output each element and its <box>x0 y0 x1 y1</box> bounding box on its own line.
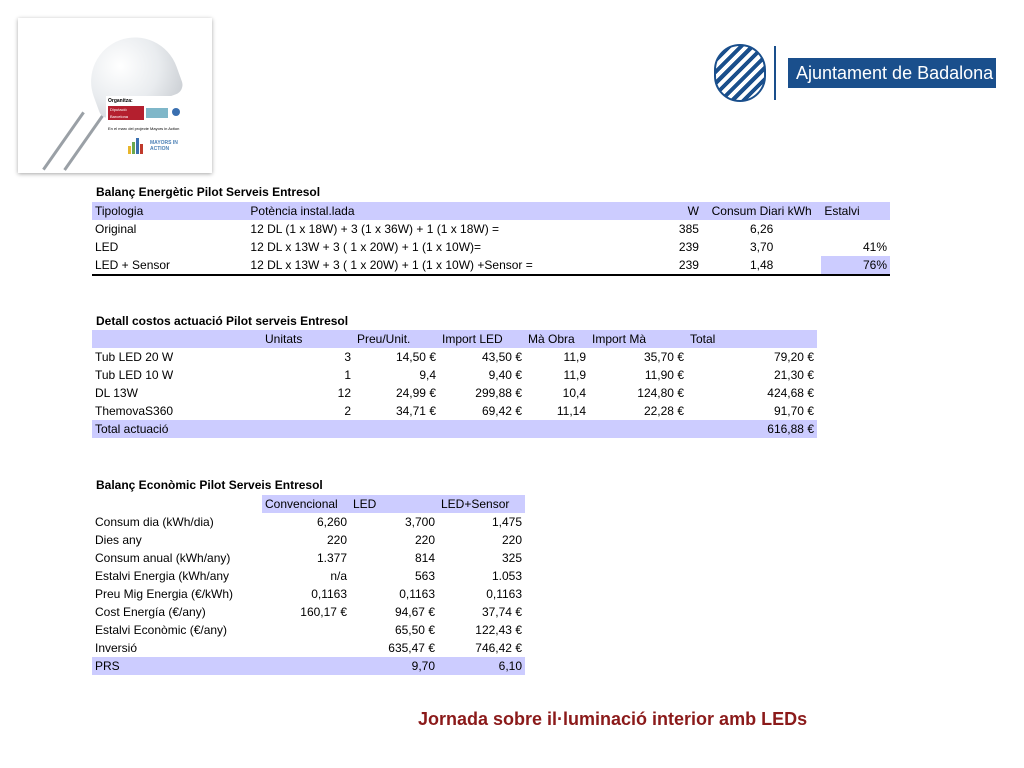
table-cell: 79,20 € <box>773 350 814 364</box>
table-cell: Estalvi Econòmic (€/any) <box>95 623 228 637</box>
table-cell: n/a <box>330 569 347 583</box>
table-row <box>92 639 525 657</box>
header-cell: Import LED <box>439 330 525 348</box>
economic-balance-title: Balanç Econòmic Pilot Serveis Entresol <box>96 478 323 492</box>
table-cell: 0,1163 <box>311 587 347 601</box>
table-row <box>92 513 525 531</box>
table-cell: 3 <box>344 350 351 364</box>
table-cell: 160,17 € <box>300 605 347 619</box>
table-cell: 0,1163 <box>399 587 435 601</box>
header-cell: Consum Diari kWh <box>702 202 821 220</box>
table-cell: 11,9 <box>563 350 586 364</box>
city-seal-icon <box>714 44 766 102</box>
organizer-panel <box>106 96 212 173</box>
led-lead <box>42 111 85 170</box>
header-cell: W <box>579 202 702 220</box>
header-cell: Estalvi <box>821 202 890 220</box>
savings-highlight-cell: 76% <box>821 256 890 275</box>
table-cell: Dies any <box>95 533 142 547</box>
table-row <box>92 384 817 402</box>
table-cell: 635,47 € <box>388 641 435 655</box>
table-cell: 3,700 <box>404 515 435 529</box>
table-cell: 0,1163 <box>486 587 522 601</box>
table-header-row <box>92 202 890 220</box>
energy-balance-title: Balanç Energètic Pilot Serveis Entresol <box>96 185 321 199</box>
table-cell: Estalvi Energia (kWh/any <box>95 569 230 583</box>
table-cell: 91,70 € <box>773 404 814 418</box>
table-cell: LED + Sensor <box>92 256 247 275</box>
table-cell: Original <box>95 222 137 236</box>
logo-divider <box>774 46 776 100</box>
table-cell: 1.377 <box>316 551 347 565</box>
table-cell: 11,14 <box>556 404 586 418</box>
economic-balance-table <box>92 495 525 675</box>
table-row <box>92 238 890 256</box>
footer-title: Jornada sobre il·luminació interior amb LEDs <box>418 709 808 729</box>
table-cell: 65,50 € <box>394 623 435 637</box>
table-cell: Cost Energía (€/any) <box>95 605 206 619</box>
header-cell <box>92 495 262 513</box>
table-cell: 35,70 € <box>643 350 684 364</box>
table-cell: Consum anual (kWh/any) <box>95 551 231 565</box>
table-cell: 12 DL x 13W + 3 ( 1 x 20W) + 1 (1 x 10W)= <box>250 240 482 254</box>
table-cell: 220 <box>414 533 435 547</box>
table-cell: 563 <box>414 569 435 583</box>
header-cell: Total <box>687 330 817 348</box>
table-cell: ThemovaS360 <box>95 404 174 418</box>
table-cell: 3,70 <box>749 240 774 254</box>
diputacio-logo: Diputació Barcelona <box>108 106 144 120</box>
table-row <box>92 621 525 639</box>
header-cell: Mà Obra <box>525 330 589 348</box>
table-cell: 124,80 € <box>637 386 684 400</box>
ajuntament-name: Ajuntament de Badalona <box>788 58 996 88</box>
led-lead <box>63 115 103 171</box>
prs-label: PRS <box>92 657 262 675</box>
table-cell: 2 <box>344 404 351 418</box>
table-cell: 814 <box>414 551 435 565</box>
table-row <box>92 603 525 621</box>
table-row <box>92 366 817 384</box>
table-cell <box>821 220 890 238</box>
table-cell: 220 <box>501 533 522 547</box>
organitza-label: Organitza: <box>108 98 133 104</box>
table-cell: 122,43 € <box>475 623 522 637</box>
header-cell: Preu/Unit. <box>354 330 439 348</box>
table-cell: 22,28 € <box>643 404 684 418</box>
table-cell: 14,50 € <box>395 350 436 364</box>
table-cell: 239 <box>579 256 702 275</box>
led-thumbnail-image <box>18 18 212 173</box>
table-cell: Consum dia (kWh/dia) <box>95 515 214 529</box>
table-row <box>92 348 817 366</box>
table-cell: 6,260 <box>316 515 347 529</box>
ajuntament-logo <box>714 44 996 102</box>
table-cell: 37,74 € <box>481 605 522 619</box>
table-cell: LED <box>95 240 119 254</box>
header-cell: Import Mà <box>589 330 687 348</box>
table-cell: 12 <box>337 386 351 400</box>
header-cell: Potència instal.lada <box>247 202 579 220</box>
table-row <box>92 531 525 549</box>
total-label: Total actuació <box>92 420 262 438</box>
table-cell: 12 DL (1 x 18W) + 3 (1 x 36W) + 1 (1 x 18W) = <box>250 222 500 236</box>
total-row <box>92 420 817 438</box>
table-cell: 299,88 € <box>475 386 522 400</box>
table-cell: 385 <box>678 222 699 236</box>
table-cell: 6,10 <box>438 657 525 675</box>
table-cell: 34,71 € <box>395 404 436 418</box>
table-header-row <box>92 495 525 513</box>
table-cell: 10,4 <box>562 386 586 400</box>
table-cell: 11,9 <box>563 368 586 382</box>
table-cell: 9,4 <box>419 368 436 382</box>
table-row <box>92 549 525 567</box>
table-cell: 1,48 <box>702 256 821 275</box>
table-cell: 1.053 <box>491 569 522 583</box>
prs-row <box>92 657 525 675</box>
table-cell: Inversió <box>95 641 138 655</box>
table-header-row <box>92 330 817 348</box>
table-cell: 1,475 <box>491 515 522 529</box>
table-cell: 9,70 <box>350 657 438 675</box>
table-cell: 239 <box>678 240 699 254</box>
table-row <box>92 567 525 585</box>
table-cell: 12 DL x 13W + 3 ( 1 x 20W) + 1 (1 x 10W) +Sensor = <box>247 256 579 275</box>
table-cell: 69,42 € <box>481 404 522 418</box>
header-cell: Unitats <box>262 330 354 348</box>
cost-detail-title: Detall costos actuació Pilot serveis Entresol <box>96 314 349 328</box>
header-cell <box>92 330 262 348</box>
table-cell <box>262 657 350 675</box>
table-cell: Tub LED 10 W <box>95 368 174 382</box>
table-cell: 43,50 € <box>481 350 522 364</box>
table-row <box>92 402 817 420</box>
table-cell: Tub LED 20 W <box>95 350 174 364</box>
table-cell: DL 13W <box>95 386 138 400</box>
header-cell: LED+Sensor <box>438 495 525 513</box>
table-cell: 11,90 € <box>644 368 684 382</box>
energy-balance-table <box>92 202 890 276</box>
header-cell: Convencional <box>262 495 350 513</box>
table-cell: Preu Mig Energia (€/kWh) <box>95 587 234 601</box>
table-cell: 41% <box>862 240 887 254</box>
table-row <box>92 585 525 603</box>
project-note: En el marc del projecte Mayors in Action <box>108 126 180 131</box>
table-cell: 6,26 <box>749 222 774 236</box>
table-cell: 9,40 € <box>488 368 522 382</box>
mayors-in-action-logo <box>128 138 184 164</box>
table-cell <box>262 621 350 639</box>
table-cell: 325 <box>501 551 522 565</box>
partner-logo-icon <box>172 108 180 116</box>
table-cell <box>262 639 350 657</box>
table-cell: 746,42 € <box>475 641 522 655</box>
table-cell: 424,68 € <box>767 386 814 400</box>
header-cell: LED <box>350 495 438 513</box>
table-cell: 21,30 € <box>773 368 814 382</box>
header-cell: Tipologia <box>92 202 247 220</box>
mayors-in-action-text: MAYORS IN ACTION <box>150 140 178 152</box>
cost-detail-table <box>92 330 817 438</box>
table-cell: 24,99 € <box>395 386 436 400</box>
table-row <box>92 256 890 275</box>
table-cell: 1 <box>344 368 351 382</box>
total-value: 616,88 € <box>687 420 817 438</box>
table-row <box>92 220 890 238</box>
table-cell: 94,67 € <box>394 605 435 619</box>
xarxa-logo <box>146 108 168 118</box>
table-cell: 220 <box>326 533 347 547</box>
